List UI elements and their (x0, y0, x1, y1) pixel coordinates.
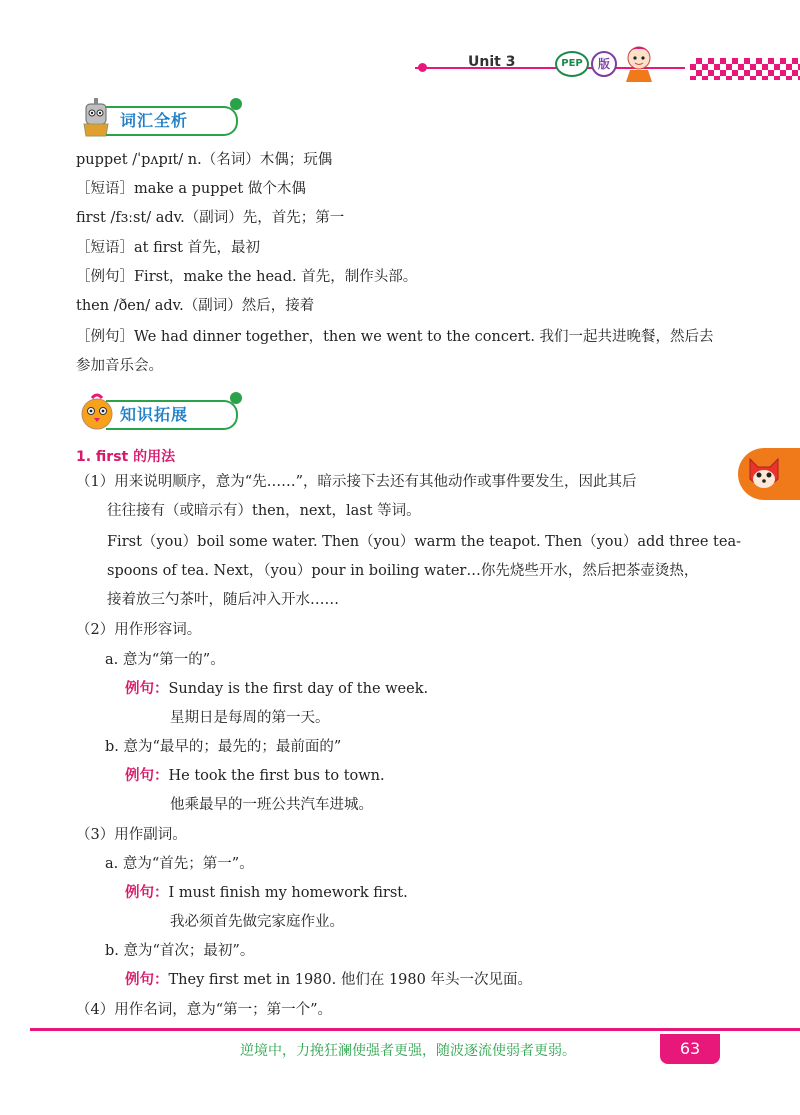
vocab-line: ［例句］First，make the head. 首先，制作头部。 (76, 269, 418, 285)
paragraph-line: a. 意为“第一的”。 (105, 652, 225, 668)
fox-mascot-icon (744, 453, 784, 495)
paragraph-line: （4）用作名词，意为“第一；第一个”。 (76, 1002, 333, 1018)
paragraph-line: First（you）boil some water. Then（you）warm the teapot. Then（you）add three tea- (107, 534, 742, 550)
subsection-heading: 1. first 的用法 (76, 449, 176, 465)
header-checker-pattern (690, 58, 800, 80)
side-tab (738, 448, 800, 500)
example-label: 例句： (125, 885, 169, 901)
vocab-line: then /ðen/ adv.（副词）然后，接着 (76, 298, 315, 314)
example-line (125, 766, 385, 786)
example-line (125, 883, 408, 903)
page-number: 63 (660, 1034, 720, 1064)
vocab-line: 参加音乐会。 (76, 358, 163, 374)
pep-badge: PEP (555, 51, 589, 77)
edition-badge: 版 (591, 51, 617, 77)
paragraph-line: b. 意为“首次；最初”。 (105, 943, 255, 959)
page-header (0, 40, 800, 90)
vocab-line: ［短语］at first 首先，最初 (76, 240, 261, 256)
section-title-expand: 知识拓展 (120, 405, 189, 424)
section-dot (230, 392, 242, 404)
vocab-line: puppet /ˈpʌpɪt/ n.（名词）木偶；玩偶 (76, 152, 333, 168)
cartoon-girl-icon (618, 40, 660, 82)
example-label: 例句： (125, 681, 169, 697)
section-expand-header (78, 392, 258, 432)
vocab-line: first /fɜːst/ adv.（副词）先，首先；第一 (76, 210, 345, 226)
section-title-vocab: 词汇全析 (120, 111, 189, 130)
example-line (125, 679, 428, 699)
section-dot (230, 98, 242, 110)
example-translation: 我必须首先做完家庭作业。 (170, 914, 344, 930)
vocab-line: ［短语］make a puppet 做个木偶 (76, 181, 306, 197)
paragraph-line: b. 意为“最早的；最先的；最前面的” (105, 739, 342, 755)
example-label: 例句： (125, 972, 169, 988)
example-translation: 他乘最早的一班公共汽车进城。 (170, 797, 373, 813)
example-text: They first met in 1980. 他们在 1980 年头一次见面。 (168, 972, 532, 988)
paragraph-line: a. 意为“首先；第一”。 (105, 856, 254, 872)
example-line (125, 970, 532, 990)
example-text: I must finish my homework first. (168, 885, 408, 901)
vocab-line: ［例句］We had dinner together，then we went to the concert. 我们一起共进晚餐，然后去 (76, 329, 714, 345)
section-vocab-header (78, 98, 258, 138)
paragraph-line: spoons of tea. Next，（you）pour in boiling water…你先烧些开水，然后把茶壶烫热， (107, 563, 699, 579)
example-text: Sunday is the first day of the week. (168, 681, 429, 697)
paragraph-line: 往往接有（或暗示有）then，next，last 等词。 (107, 503, 421, 519)
example-text: He took the first bus to town. (168, 768, 385, 784)
footer-motto: 逆境中，力挽狂澜使强者更强，随波逐流使弱者更弱。 (240, 1043, 576, 1059)
unit-label: Unit 3 (468, 54, 516, 70)
paragraph-line: 接着放三勺茶叶，随后冲入开水…… (107, 592, 339, 608)
paragraph-line: （3）用作副词。 (76, 827, 187, 843)
example-translation: 星期日是每周的第一天。 (170, 710, 330, 726)
example-label: 例句： (125, 768, 169, 784)
paragraph-line: （1）用来说明顺序，意为“先……”，暗示接下去还有其他动作或事件要发生，因此其后 (76, 474, 637, 490)
footer-rule (30, 1028, 800, 1031)
paragraph-line: （2）用作形容词。 (76, 622, 202, 638)
